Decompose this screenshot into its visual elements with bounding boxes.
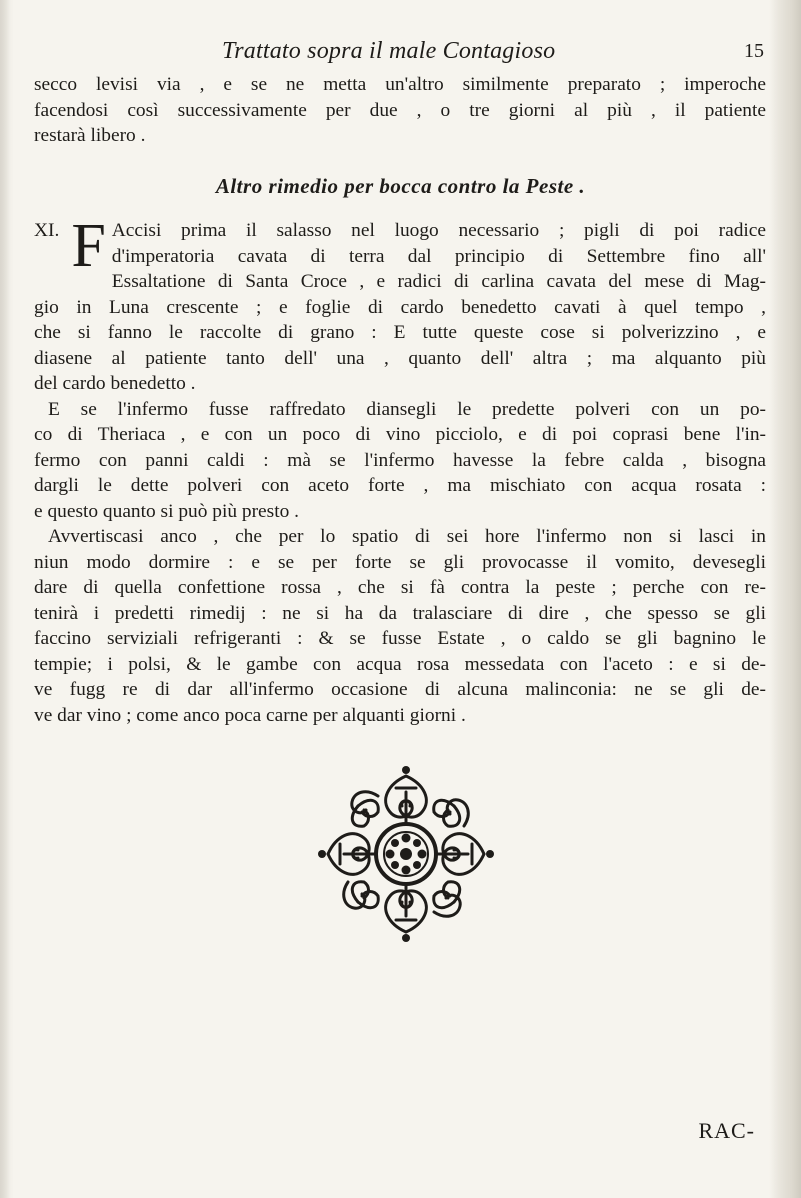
catchword: RAC-	[698, 1118, 755, 1143]
drop-cap: F	[71, 212, 106, 280]
text-line: ve fugg re di dar all'infermo occasione di alcuna malinconia: ne se gli de-	[34, 679, 766, 700]
text-line: secco levisi via , e se ne metta un'altro similmente preparato ; imperoche	[34, 74, 766, 95]
text-line: faccino serviziali refrigeranti : & se fusse Estate , o caldo se gli bagnino le	[34, 628, 766, 649]
text-line: d'imperatoria cavata di terra dal principio di Settembre fino all'	[111, 245, 766, 267]
page-number: 15	[744, 40, 764, 62]
woodcut-floral-ornament-icon	[318, 766, 494, 942]
paragraph-xi	[34, 212, 766, 728]
text-line: che si fanno le raccolte di grano : E tutte queste cose si polverizzino , e	[34, 322, 766, 343]
continued-paragraph	[34, 72, 766, 149]
text-line: tempie; i polsi, & le gambe con acqua rosa messedata con l'aceto : e si de-	[34, 653, 766, 675]
section-number: XI.	[34, 220, 60, 241]
page-header	[30, 38, 770, 70]
text-line: Accisi prima il salasso nel luogo necessario ; pigli di poi radice	[111, 220, 766, 241]
text-line: facendosi così successivamente per due , o tre giorni al più , il patiente	[34, 99, 766, 121]
text-line: niun modo dormire : e se per forte se gli provocasse il vomito, devesegli	[34, 551, 766, 573]
text-line: tenirà i predetti rimedij : ne si ha da tralasciare di dire , che spesso se gli	[34, 602, 766, 624]
text-line: E se l'infermo fusse raffredato diansegli le predette polveri con un po-	[48, 398, 766, 420]
text-line: restarà libero .	[34, 125, 146, 146]
text-line: co di Theriaca , e con un poco di vino picciolo, e di poi coprasi bene l'in-	[34, 424, 766, 445]
text-line: diasene al patiente tanto dell' una , quanto dell' altra ; ma alquanto più	[34, 347, 766, 369]
text-line: dare di quella confettione rossa , che si fà contra la peste ; perche con re-	[34, 577, 766, 598]
text-line: dargli le dette polveri con aceto forte , ma mischiato con acqua rosata :	[34, 475, 766, 496]
text-line: fermo con panni caldi : mà se l'infermo havesse la febre calda , bisogna	[34, 449, 766, 471]
text-line: Essaltatione di Santa Croce , e radici di carlina cavata del mese di Mag-	[111, 271, 766, 292]
text-line: ve dar vino ; come anco poca carne per alquanti giorni .	[34, 704, 466, 726]
text-line: Avvertiscasi anco , che per lo spatio di sei hore l'infermo non si lasci in	[48, 526, 766, 547]
text-line: gio in Luna crescente ; e foglie di cardo benedetto cavati à quel tempo ,	[34, 296, 766, 318]
section-title: Altro rimedio per bocca contro la Peste .	[215, 174, 586, 198]
running-head: Trattato sopra il male Contagioso	[222, 38, 556, 64]
text-line: del cardo benedetto .	[34, 373, 196, 394]
text-line: e questo quanto si può più presto .	[34, 500, 299, 522]
